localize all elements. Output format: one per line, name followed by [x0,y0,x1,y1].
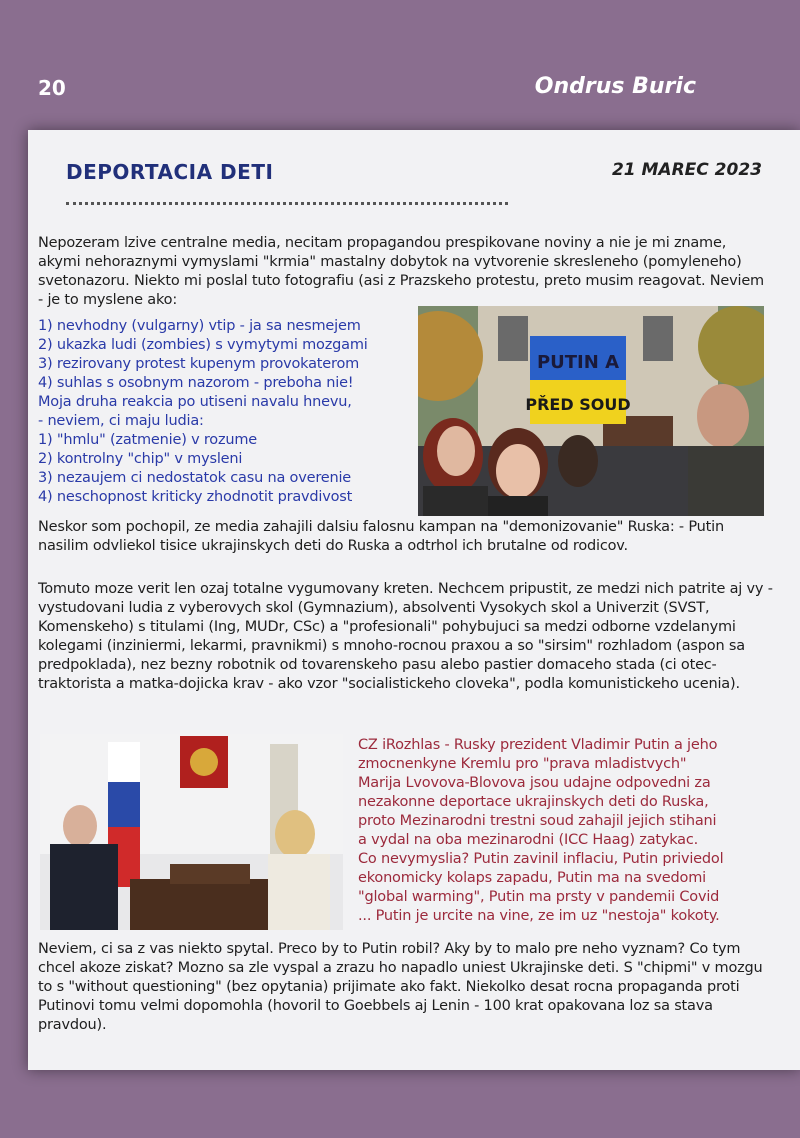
article-date: 21 MAREC 2023 [611,160,762,180]
protest-sign [525,336,630,424]
list-item: 3) nezaujem ci nedostatok casu na overenie [38,470,352,486]
paragraph-intro: Nepozeram lzive centralne media, necitam propagandou prespikovane noviny a nie je mi zname, akymi nehoraznymi vymyslami "krmia" mastalny dobytok na vytvorenie skresleneho (pomyleneho) svetonazoru. Niekto mi poslal tuto fotografiu (asi z Prazskeho protestu, preto musim reagovat. Neviem - je to myslene ako: [38,235,764,308]
paragraph-opinion: Tomuto moze verit len ozaj totalne vygumovany kreten. Nechcem pripustit, ze medzi nich patrite aj vy - vystudovani ludia z vyberovych skol (Gymnazium), absolventi Vysokych skol a Univerzit (SVST, Komenskeho) s titulami (Ing, MUDr, CSc) a "profesionali" pohybujuci sa medzi odborne vzdelanymi kolegami (inziniermi, lekarmi, pravnikmi) s mnoho-rocnou praxou a so "sirsim" rozhladom (aspon sa predpoklada), nez bezny robotnik od tovarenskeho pasu alebo pastier domaceho stada (ci otec-traktorista a matka-dojicka krav - ako vzor "socialistickeho cloveka", podla komunistickeho ucenia). [38,581,773,692]
paragraph-campaign: Neskor som pochopil, ze media zahajili dalsiu falosnu kampan na "demonizovanie" Ruska: - Putin nasilim odvliekol tisice ukrajinskych deti do Ruska a odtrhol ich brutalne od rodicov. [38,519,724,554]
list-item: 2) kontrolny "chip" v mysleni [38,451,243,467]
quote-line: Co nevymyslia? Putin zavinil inflaciu, Putin priviedol [358,851,724,867]
list-item: 2) ukazka ludi (zombies) s vymytymi mozgami [38,337,368,353]
quote-line: ekonomicky kolaps zapadu, Putin ma na svedomi [358,870,706,886]
coat-of-arms-icon [180,736,228,788]
list-item: 4) suhlas s osobnym nazorom - preboha nie! [38,375,354,391]
list-item: 1) nevhodny (vulgarny) vtip - ja sa nesmejem [38,318,361,334]
article-sheet [28,130,800,1070]
quote-line: ... Putin je urcite na vine, ze im uz "nestoja" kokoty. [358,908,720,924]
quote-line: nezakonne deportace ukrajinskych deti do Ruska, [358,794,709,810]
list-item: 3) rezirovany protest kupenym provokaterom [38,356,360,372]
list-item: Moja druha reakcia po utiseni navalu hnevu, [38,394,352,410]
list-item: - neviem, ci maju ludia: [38,413,204,429]
quote-line: Marija Lvovova-Blovova jsou udajne odpovedni za [358,775,711,791]
protest-photo [418,306,764,516]
author-name: Ondrus Buric [534,74,696,99]
article-title: DEPORTACIA DETI [66,160,274,184]
title-divider [66,202,508,205]
page-header [0,0,800,130]
page-footer [0,1070,800,1138]
list-item: 4) neschopnost kriticky zhodnotit pravdivost [38,489,353,505]
quote-line: CZ iRozhlas - Rusky prezident Vladimir Putin a jeho [358,737,718,753]
paragraph-conclusion: Neviem, ci sa z vas niekto spytal. Preco by to Putin robil? Aky by to malo pre neho vyznam? Co tym chcel akoze ziskat? Mozno sa zle vyspal a zrazu ho napadlo uniest Ukrajinske deti. S "chipmi" v mozgu to s "without questioning" (bez opytania) prijimate ako fakt. Niekolko desat rocna propaganda proti Putinovi tomu velmi dopomohla (hovoril to Goebbels aj Lenin - 100 krat opakovana loz sa stava pravdou). [38,941,763,1033]
quote-line: a vydal na oba mezinarodni (ICC Haag) zatykac. [358,832,699,848]
quote-line: proto Mezinarodni trestni soud zahajil jejich stihani [358,813,717,829]
list-item: 1) "hmlu" (zatmenie) v rozume [38,432,258,448]
quote-line: "global warming", Putin ma prsty v pandemii Covid [358,889,720,905]
irozhlas-quote [358,736,768,926]
sign-line-2: PŘED SOUD [525,395,631,414]
kremlin-meeting-photo [40,734,343,930]
reaction-list [38,317,418,507]
page-number: 20 [38,76,66,100]
sign-line-1: PUTIN A [536,352,620,373]
quote-line: zmocnenkyne Kremlu pro "prava mladistvych" [358,756,687,772]
